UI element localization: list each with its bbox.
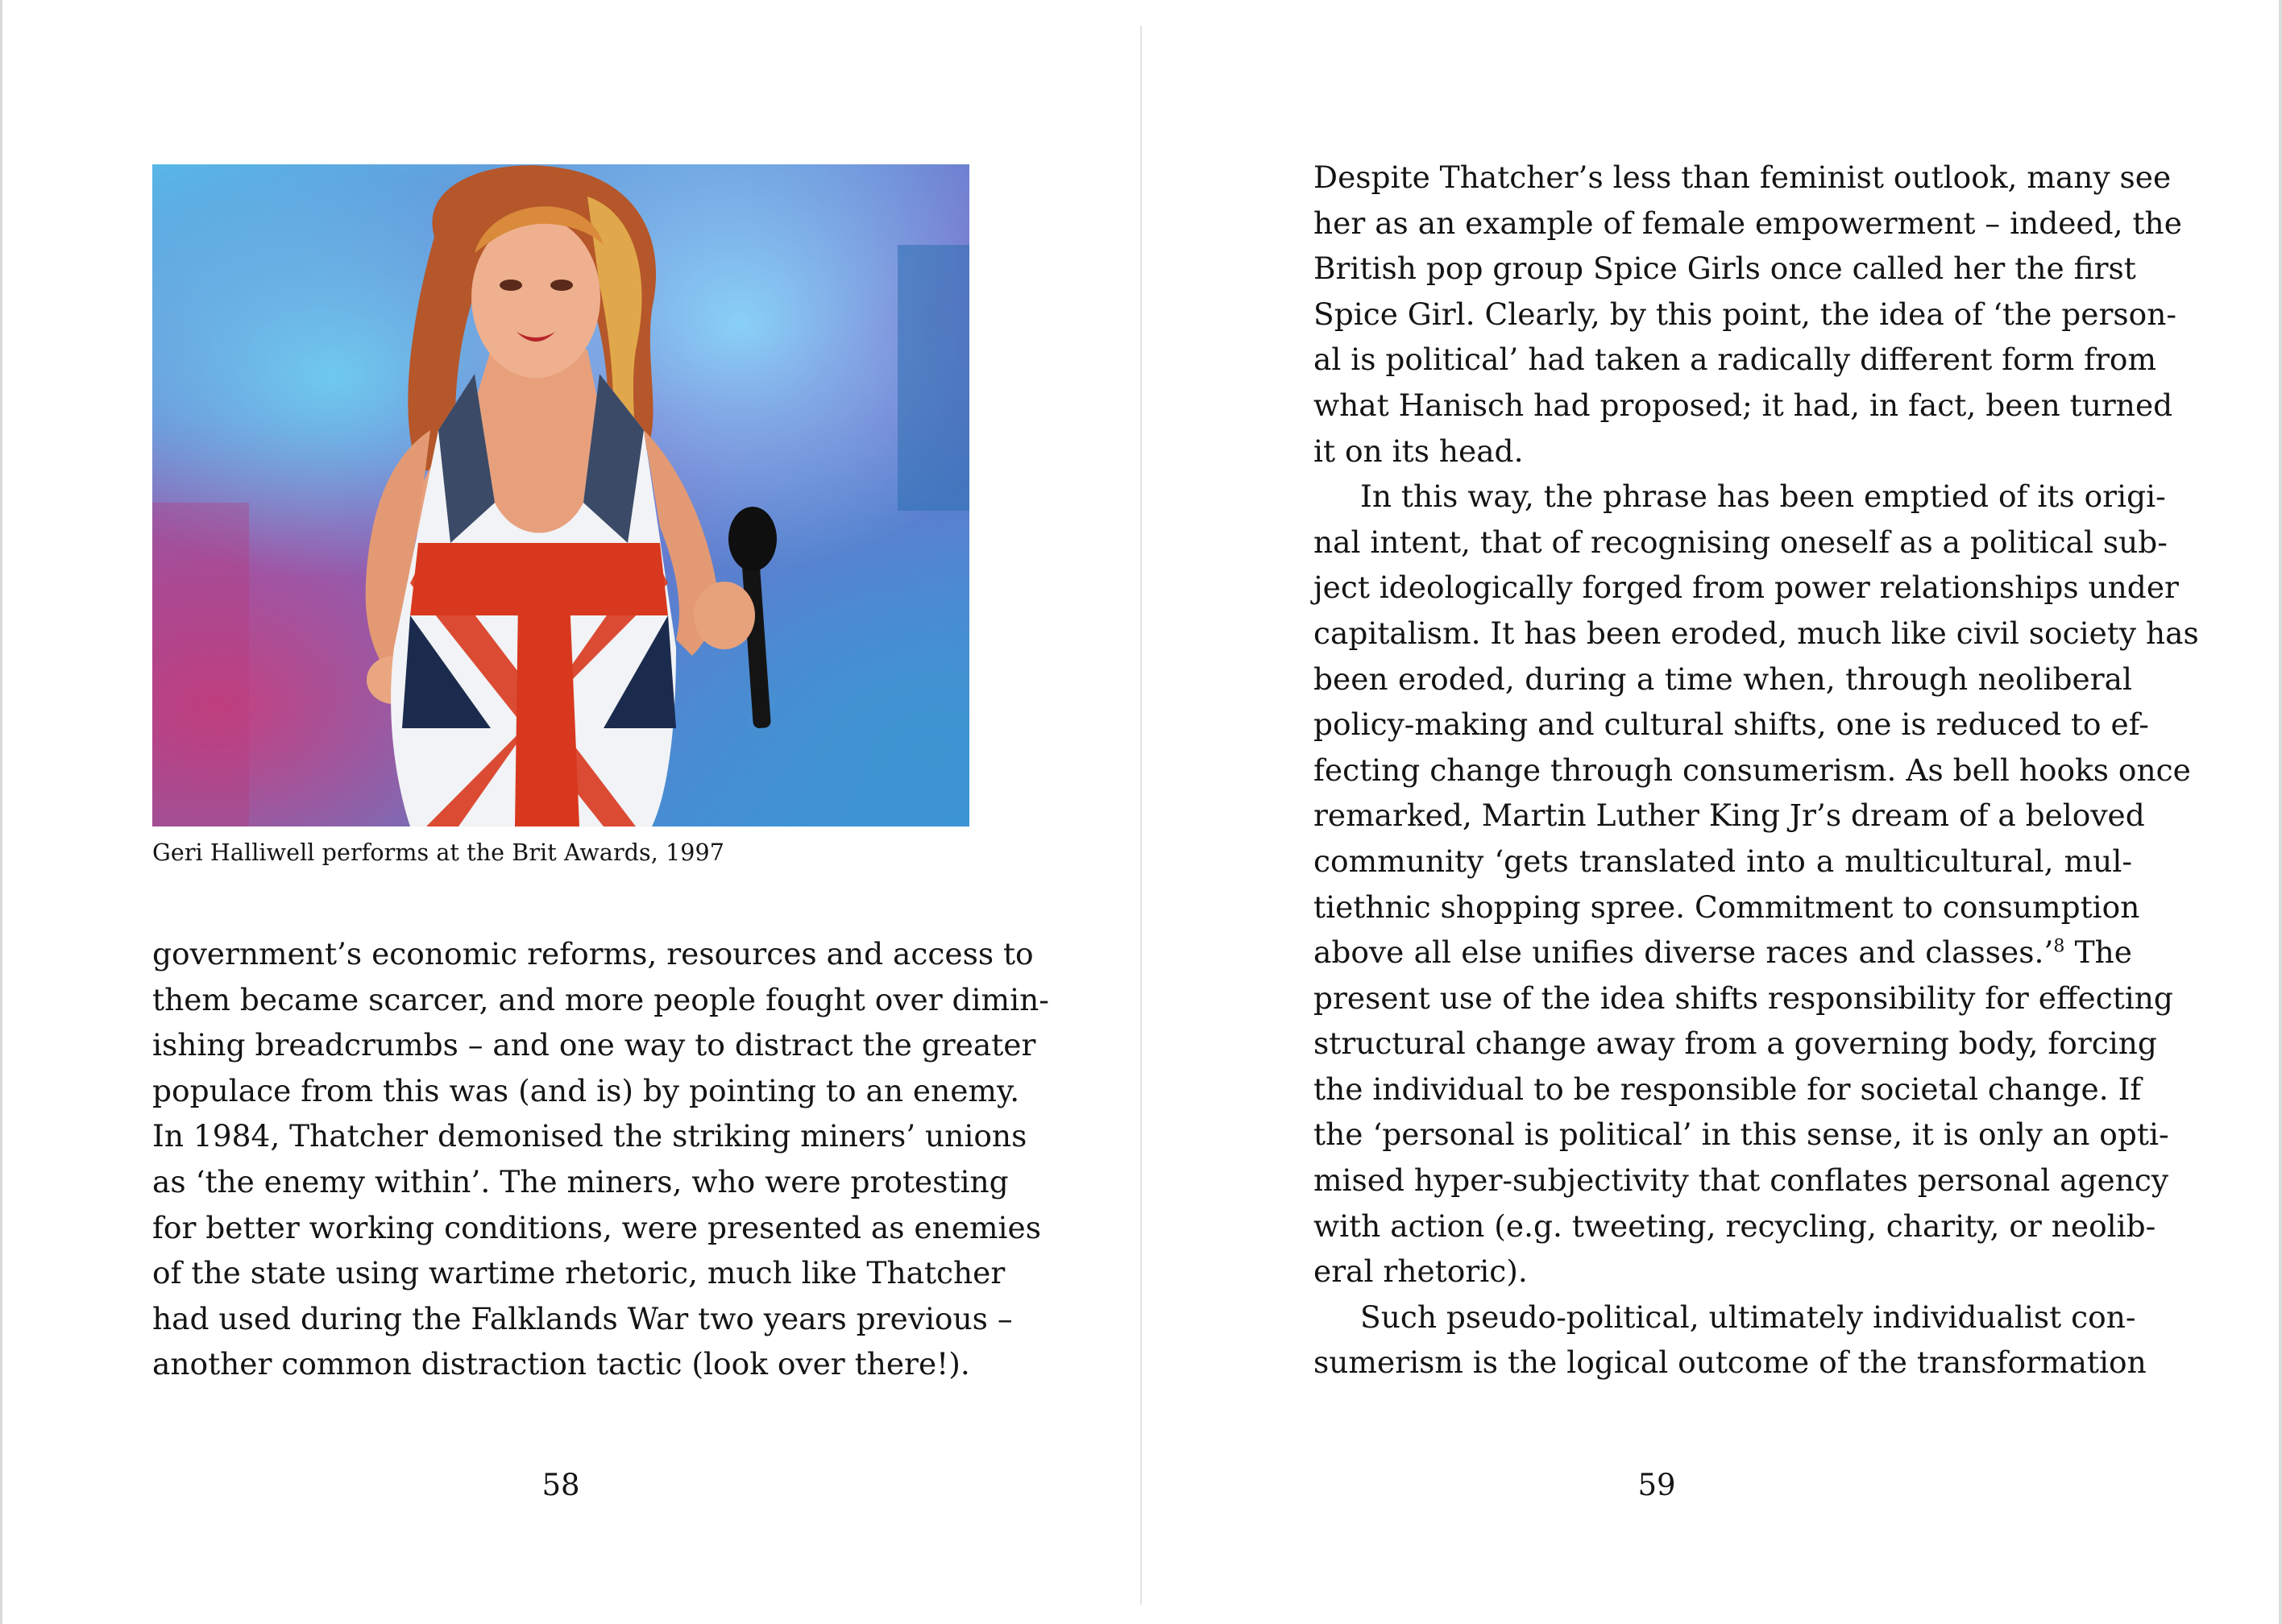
text-line: populace from this was (and is) by pointing to an enemy. [152, 1072, 1020, 1108]
text-line: In 1984, Thatcher demonised the striking miners’ unions [152, 1118, 1027, 1154]
text-line: In this way, the phrase has been emptied of its origi- [1360, 478, 2166, 515]
right-page [1141, 0, 2282, 1624]
text-line: remarked, Martin Luther King Jr’s dream of a beloved [1313, 798, 2145, 834]
text-line: for better working conditions, were presented as enemies [152, 1209, 1041, 1245]
text-line: been eroded, during a time when, through neoliberal [1313, 661, 2132, 697]
text-line: them became scarcer, and more people fought over dimin- [152, 981, 1049, 1017]
right-body-text [1313, 155, 2199, 1386]
text-line-with-footnote [1313, 930, 2132, 976]
performer-illustration [152, 164, 969, 826]
text-fragment: above all else unifies diverse races and classes.’ [1313, 934, 2054, 971]
left-page [0, 0, 1140, 1624]
text-line: with action (e.g. tweeting, recycling, charity, or neolib- [1313, 1208, 2156, 1244]
text-line: community ‘gets translated into a multicultural, mul- [1313, 843, 2132, 879]
text-line: it on its head. [1313, 433, 1524, 469]
text-fragment: The [2064, 934, 2132, 971]
text-line: Spice Girl. Clearly, by this point, the idea of ‘the person- [1313, 296, 2177, 332]
left-body-text [152, 931, 1049, 1387]
text-line: present use of the idea shifts responsibility for effecting [1313, 980, 2173, 1016]
text-line: mised hyper-subjectivity that conflates personal agency [1313, 1162, 2169, 1199]
text-line: the individual to be responsible for societal change. If [1313, 1071, 2142, 1107]
text-line: fecting change through consumerism. As bell hooks once [1313, 752, 2191, 788]
text-line: policy-making and cultural shifts, one is reduced to ef- [1313, 706, 2149, 743]
page-number: 59 [1637, 1468, 1676, 1502]
text-line: Despite Thatcher’s less than feminist outlook, many see [1313, 160, 2172, 195]
text-line: al is political’ had taken a radically different form from [1313, 342, 2157, 378]
text-line: British pop group Spice Girls once called her the first [1313, 251, 2136, 287]
text-line: government’s economic reforms, resources and access to [152, 936, 1034, 972]
text-line: had used during the Falklands War two years previous – [152, 1300, 1013, 1336]
text-line: her as an example of female empowerment – indeed, the [1313, 205, 2182, 241]
figure-caption: Geri Halliwell performs at the Brit Awards, 1997 [152, 839, 725, 866]
text-line: structural change away from a governing body, forcing [1313, 1025, 2157, 1062]
text-line: ishing breadcrumbs – and one way to distract the greater [152, 1027, 1036, 1063]
page-number: 58 [541, 1468, 580, 1502]
text-line: nal intent, that of recognising oneself as a political sub- [1313, 524, 2168, 560]
performer-photo [152, 164, 969, 826]
text-line: capitalism. It has been eroded, much like civil society has [1313, 615, 2199, 651]
text-line: what Hanisch had proposed; it had, in fact, been turned [1313, 387, 2173, 423]
text-line: eral rhetoric). [1313, 1253, 1528, 1290]
footnote-marker: 8 [2053, 936, 2065, 957]
text-line: Such pseudo-political, ultimately individualist con- [1360, 1299, 2136, 1335]
text-line: tiethnic shopping spree. Commitment to consumption [1313, 889, 2140, 925]
text-line: as ‘the enemy within’. The miners, who were protesting [152, 1163, 1009, 1199]
text-line: another common distraction tactic (look over there!). [152, 1346, 970, 1382]
text-line: sumerism is the logical outcome of the transformation [1313, 1344, 2147, 1381]
text-line: the ‘personal is political’ in this sense, it is only an opti- [1313, 1116, 2169, 1153]
text-line: ject ideologically forged from power relationships under [1313, 570, 2179, 606]
text-line: of the state using wartime rhetoric, much like Thatcher [152, 1255, 1006, 1291]
